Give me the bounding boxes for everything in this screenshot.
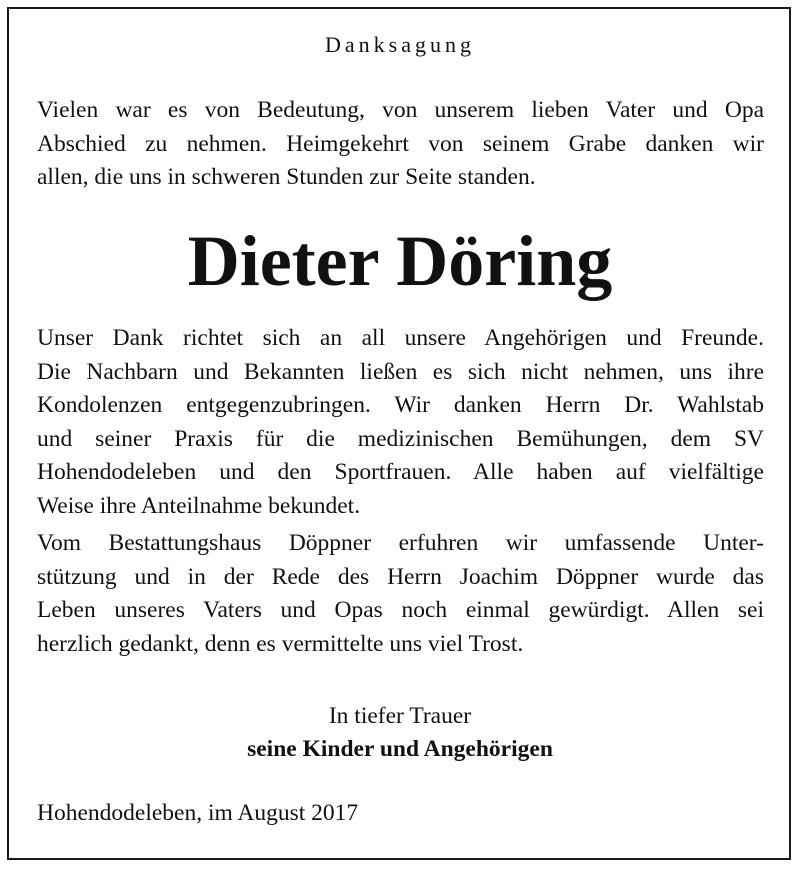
- intro-line: Vielen war es von Bedeutung, von unserem lieben Vater und Opa: [37, 97, 764, 123]
- thanks-paragraph: [37, 322, 764, 523]
- funeral-paragraph: [37, 527, 764, 661]
- funeral-line: Vom Bestattungshaus Döppner erfuhren wir umfassende Unter-: [37, 530, 764, 556]
- thanks-line: Weise ihre Anteilnahme bekundet.: [37, 492, 361, 519]
- intro-line: allen, die uns in schweren Stunden zur Seite standen.: [37, 164, 536, 190]
- thanks-line: und seiner Praxis für die medizinischen Bemühungen, dem SV: [37, 425, 764, 452]
- funeral-line: herzlich gedankt, denn es vermittelte uns viel Trost.: [37, 630, 524, 657]
- deceased-name: Dieter Döring: [187, 221, 613, 301]
- thanks-line: Unser Dank richtet sich an all unsere Angehörigen und Freunde.: [37, 325, 764, 351]
- intro-paragraph: [37, 94, 764, 195]
- thanks-line: Die Nachbarn und Bekannten ließen es sich nicht nehmen, uns ihre: [37, 358, 764, 385]
- thanks-line: Hohendodeleben und den Sportfrauen. Alle haben auf vielfältige: [37, 459, 764, 485]
- funeral-line: Leben unseres Vaters und Opas noch einmal gewürdigt. Allen sei: [37, 597, 764, 623]
- signatories: seine Kinder und Angehörigen: [247, 736, 553, 762]
- mourning-phrase: In tiefer Trauer: [328, 703, 472, 729]
- notice-title: Danksagung: [325, 32, 475, 57]
- funeral-line: stützung und in der Rede des Herrn Joachim Döppner wurde das: [37, 563, 764, 590]
- intro-line: Abschied zu nehmen. Heimgekehrt von seinem Grabe danken wir: [37, 130, 764, 157]
- thanks-line: Kondolenzen entgegenzubringen. Wir danken Herrn Dr. Wahlstab: [37, 392, 764, 418]
- place-date: Hohendodeleben, im August 2017: [37, 800, 359, 826]
